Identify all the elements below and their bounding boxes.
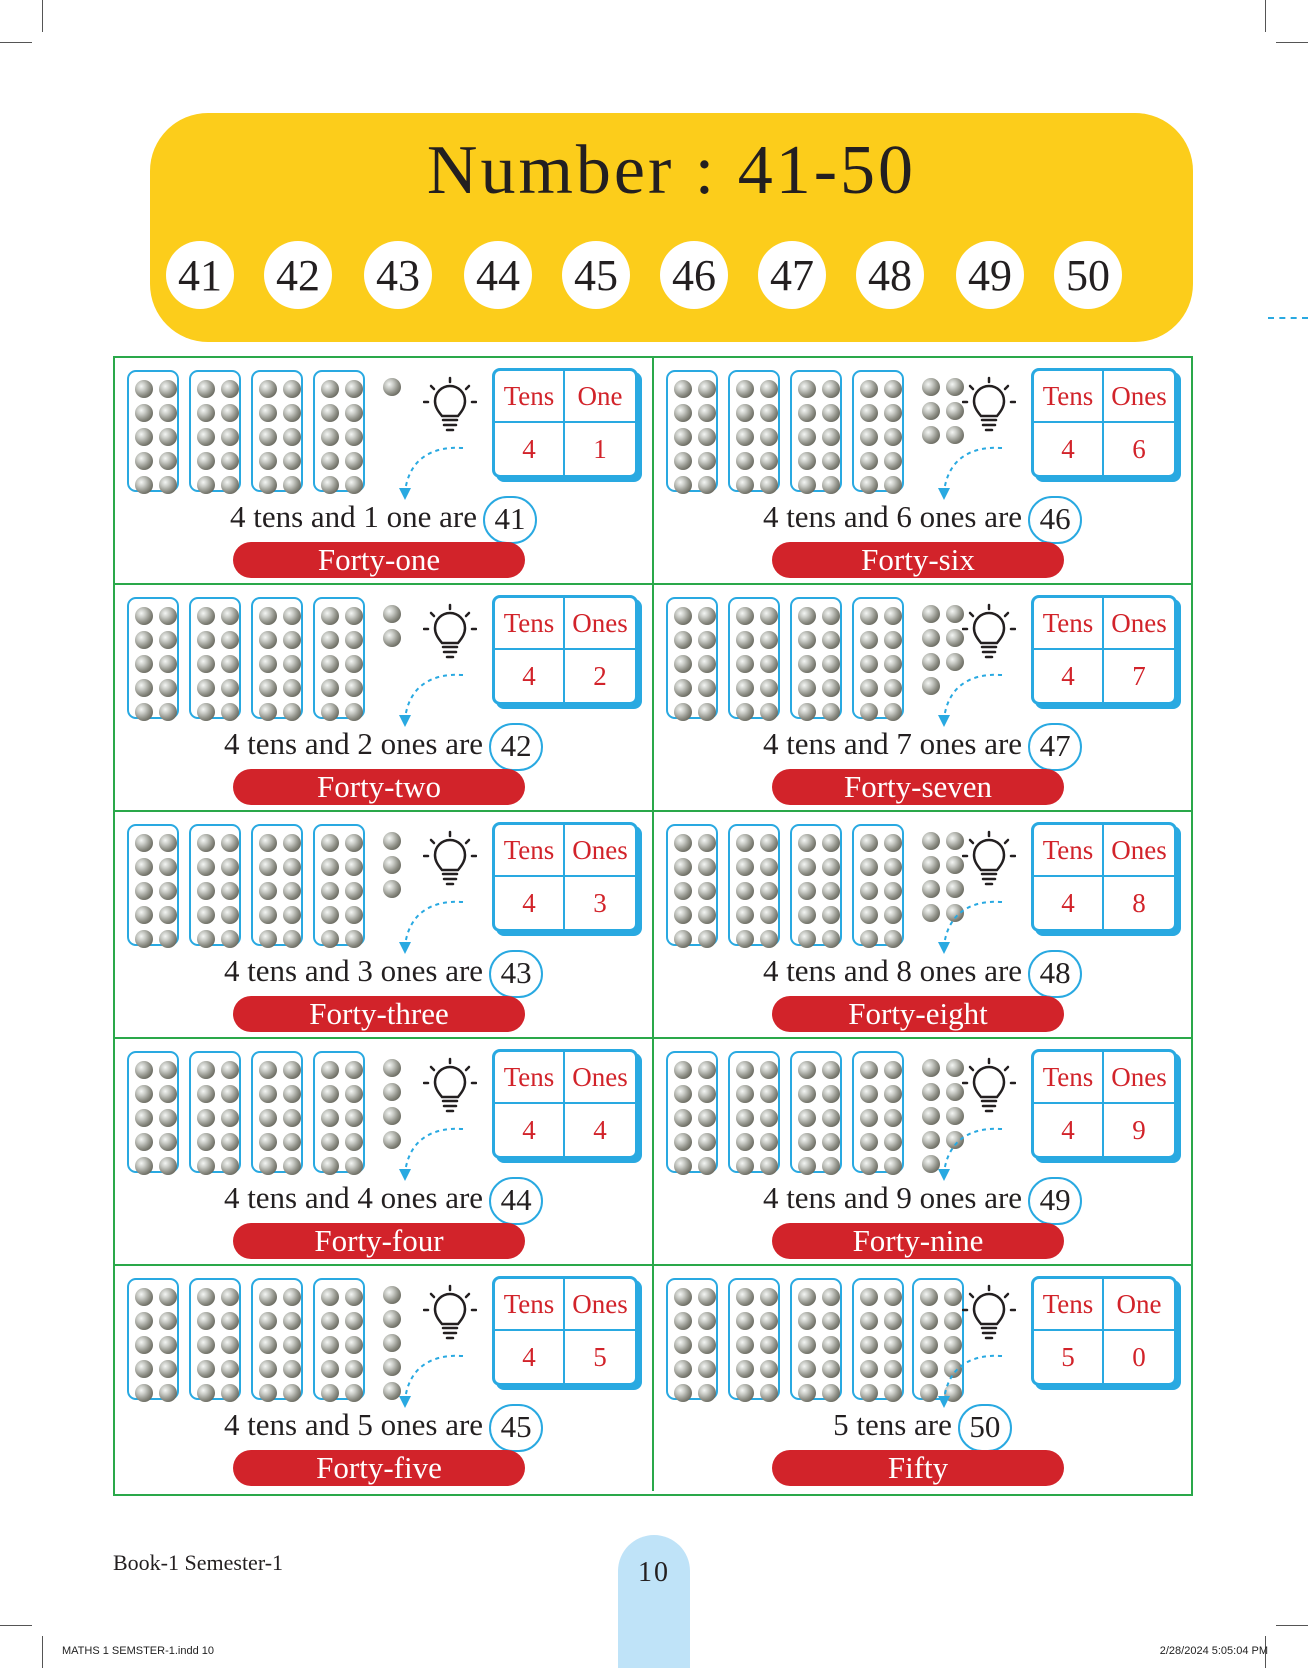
dashed-arrow-icon	[397, 1352, 467, 1412]
page-title: Number : 41-50	[426, 132, 917, 209]
tens-value: 4	[495, 1331, 565, 1383]
tens-value: 4	[1034, 650, 1104, 702]
sentence-text: 4 tens and 5 ones are	[223, 1407, 484, 1443]
number-sentence	[115, 496, 652, 544]
answer-circle: 46	[1028, 496, 1082, 544]
place-value-table	[1031, 368, 1177, 478]
sentence-text: 4 tens and 4 ones are	[223, 1180, 484, 1216]
crop-mark	[0, 42, 32, 43]
number-sentence	[115, 950, 652, 998]
number-name-pill: Forty-seven	[772, 769, 1064, 805]
ten-strip	[189, 370, 241, 492]
lightbulb-icon	[962, 1284, 1016, 1344]
tens-value: 5	[1034, 1331, 1104, 1383]
ones-value: 3	[593, 887, 607, 918]
ones-value: 5	[593, 1341, 607, 1372]
ten-strip	[790, 824, 842, 946]
title-banner	[150, 113, 1193, 342]
number-name-pill: Forty-two	[233, 769, 525, 805]
number-circle: 49	[956, 241, 1024, 309]
book-label: Book-1 Semester-1	[113, 1550, 284, 1575]
place-value-table	[1031, 1049, 1177, 1159]
tens-value: 4	[1034, 877, 1104, 929]
lightbulb-icon	[962, 603, 1016, 663]
one-bead	[922, 832, 940, 850]
tens-value: 4	[1034, 1104, 1104, 1156]
number-sentence	[654, 723, 1191, 771]
ones-value: 9	[1132, 1114, 1146, 1145]
ten-strip	[251, 824, 303, 946]
number-card	[115, 812, 654, 1039]
ten-strip	[852, 824, 904, 946]
ten-strip	[790, 597, 842, 719]
one-bead	[383, 880, 401, 898]
one-bead	[383, 378, 401, 396]
ten-strip	[852, 597, 904, 719]
answer-circle: 42	[489, 723, 543, 771]
number-cards-grid	[113, 356, 1193, 1496]
ten-strip	[666, 1051, 718, 1173]
ones-header: One	[1104, 1279, 1174, 1331]
crop-mark	[1276, 1625, 1308, 1626]
tens-header: Tens	[495, 371, 565, 423]
ones-value: 8	[1132, 887, 1146, 918]
dashed-arrow-icon	[936, 898, 1006, 958]
number-sentence	[115, 1404, 652, 1452]
one-bead	[383, 1286, 401, 1304]
one-bead	[922, 1083, 940, 1101]
one-bead	[922, 426, 940, 444]
sentence-text: 4 tens and 6 ones are	[762, 499, 1023, 535]
ten-strip	[127, 824, 179, 946]
number-card	[654, 812, 1191, 1039]
number-name-pill: Forty-nine	[772, 1223, 1064, 1259]
place-value-table	[492, 1049, 638, 1159]
one-bead	[922, 653, 940, 671]
crop-mark	[1276, 42, 1308, 43]
number-sentence	[115, 1177, 652, 1225]
ten-strip	[728, 1278, 780, 1400]
one-bead	[922, 1059, 940, 1077]
ones-header: Ones	[1104, 371, 1174, 423]
tens-header: Tens	[495, 1052, 565, 1104]
one-bead	[383, 605, 401, 623]
ones-header: Ones	[565, 1279, 635, 1331]
ten-strip	[728, 370, 780, 492]
lightbulb-icon	[423, 830, 477, 890]
ones-value: 4	[593, 1114, 607, 1145]
number-name-pill: Forty-four	[233, 1223, 525, 1259]
ten-strip	[666, 1278, 718, 1400]
number-card	[115, 1266, 654, 1491]
ten-strip	[127, 370, 179, 492]
one-bead	[383, 832, 401, 850]
number-card	[654, 1039, 1191, 1266]
sentence-text: 4 tens and 7 ones are	[762, 726, 1023, 762]
sentence-text: 4 tens and 9 ones are	[762, 1180, 1023, 1216]
answer-circle: 43	[489, 950, 543, 998]
dashed-arrow-icon	[936, 1125, 1006, 1185]
sentence-text: 4 tens and 3 ones are	[223, 953, 484, 989]
ten-strip	[313, 370, 365, 492]
ten-strip	[313, 597, 365, 719]
tens-header: Tens	[495, 1279, 565, 1331]
sentence-text: 4 tens and 1 one are	[229, 499, 478, 535]
ten-strip	[251, 597, 303, 719]
place-value-table	[1031, 1276, 1177, 1386]
place-value-table	[492, 1276, 638, 1386]
sentence-text: 4 tens and 8 ones are	[762, 953, 1023, 989]
page-tab	[618, 1535, 690, 1668]
ten-strip	[313, 1278, 365, 1400]
tens-value: 4	[495, 877, 565, 929]
ten-strip	[251, 370, 303, 492]
crop-mark	[1265, 0, 1266, 32]
ones-header: One	[565, 371, 635, 423]
place-value-table	[492, 595, 638, 705]
number-sentence	[654, 950, 1191, 998]
number-row	[166, 241, 1176, 309]
guide-dash	[1268, 317, 1308, 319]
ten-strip	[313, 1051, 365, 1173]
lightbulb-icon	[423, 603, 477, 663]
tens-header: Tens	[1034, 1052, 1104, 1104]
number-circle: 44	[464, 241, 532, 309]
ten-strip	[313, 824, 365, 946]
ones-value: 0	[1132, 1341, 1146, 1372]
ones-value: 1	[593, 433, 607, 464]
ten-strip	[127, 1051, 179, 1173]
ten-strip	[127, 597, 179, 719]
number-circle: 47	[758, 241, 826, 309]
sentence-text: 5 tens are	[833, 1407, 952, 1443]
ones-value: 6	[1132, 433, 1146, 464]
number-circle: 50	[1054, 241, 1122, 309]
tens-header: Tens	[1034, 825, 1104, 877]
number-name-pill: Forty-one	[233, 542, 525, 578]
one-bead	[383, 856, 401, 874]
number-name-pill: Forty-five	[233, 1450, 525, 1486]
ten-strip	[189, 597, 241, 719]
one-bead	[383, 1334, 401, 1352]
ten-strip	[251, 1051, 303, 1173]
number-sentence	[115, 723, 652, 771]
tens-value: 4	[495, 423, 565, 475]
ten-strip	[189, 1278, 241, 1400]
sentence-text: 4 tens and 2 ones are	[223, 726, 484, 762]
number-sentence	[654, 1177, 1191, 1225]
tens-value: 4	[1034, 423, 1104, 475]
one-bead	[383, 629, 401, 647]
place-value-table	[1031, 822, 1177, 932]
number-circle: 46	[660, 241, 728, 309]
ones-value: 2	[593, 660, 607, 691]
number-card	[115, 585, 654, 812]
dashed-arrow-icon	[936, 444, 1006, 504]
ten-strip	[728, 1051, 780, 1173]
lightbulb-icon	[423, 1057, 477, 1117]
ones-header: Ones	[1104, 1052, 1174, 1104]
tens-header: Tens	[495, 825, 565, 877]
ten-strip	[790, 1278, 842, 1400]
ones-header: Ones	[1104, 825, 1174, 877]
dashed-arrow-icon	[397, 444, 467, 504]
lightbulb-icon	[423, 1284, 477, 1344]
one-bead	[922, 880, 940, 898]
tens-value: 4	[495, 1104, 565, 1156]
one-bead	[383, 1107, 401, 1125]
answer-circle: 45	[489, 1404, 543, 1452]
number-card	[654, 585, 1191, 812]
crop-mark	[42, 1636, 43, 1668]
ones-header: Ones	[565, 1052, 635, 1104]
answer-circle: 44	[489, 1177, 543, 1225]
number-circle: 45	[562, 241, 630, 309]
one-bead	[383, 1310, 401, 1328]
ten-strip	[251, 1278, 303, 1400]
number-name-pill: Fifty	[772, 1450, 1064, 1486]
answer-circle: 41	[483, 496, 537, 544]
one-bead	[922, 1107, 940, 1125]
tens-value: 4	[495, 650, 565, 702]
dashed-arrow-icon	[936, 671, 1006, 731]
lightbulb-icon	[962, 830, 1016, 890]
ones-header: Ones	[565, 598, 635, 650]
tens-header: Tens	[1034, 371, 1104, 423]
file-slug: MATHS 1 SEMSTER-1.indd 10	[62, 1645, 215, 1657]
one-bead	[383, 1083, 401, 1101]
number-card	[115, 358, 654, 585]
number-sentence	[654, 496, 1191, 544]
one-bead	[922, 402, 940, 420]
lightbulb-icon	[962, 1057, 1016, 1117]
tens-header: Tens	[1034, 598, 1104, 650]
tens-header: Tens	[1034, 1279, 1104, 1331]
number-card	[115, 1039, 654, 1266]
place-value-table	[492, 368, 638, 478]
one-bead	[922, 629, 940, 647]
page-number: 10	[638, 1557, 670, 1588]
number-circle: 48	[856, 241, 924, 309]
answer-circle: 50	[958, 1404, 1012, 1452]
lightbulb-icon	[962, 376, 1016, 436]
ten-strip	[127, 1278, 179, 1400]
dashed-arrow-icon	[397, 1125, 467, 1185]
dashed-arrow-icon	[397, 671, 467, 731]
ten-strip	[189, 1051, 241, 1173]
answer-circle: 47	[1028, 723, 1082, 771]
number-circle: 41	[166, 241, 234, 309]
ten-strip	[790, 370, 842, 492]
dashed-arrow-icon	[936, 1352, 1006, 1412]
number-circle: 43	[364, 241, 432, 309]
ten-strip	[666, 370, 718, 492]
ten-strip	[852, 1278, 904, 1400]
place-value-table	[492, 822, 638, 932]
tens-header: Tens	[495, 598, 565, 650]
number-card	[654, 1266, 1191, 1491]
ten-strip	[666, 824, 718, 946]
place-value-table	[1031, 595, 1177, 705]
number-sentence	[654, 1404, 1191, 1452]
number-name-pill: Forty-eight	[772, 996, 1064, 1032]
one-bead	[922, 856, 940, 874]
ten-strip	[852, 1051, 904, 1173]
ten-strip	[790, 1051, 842, 1173]
number-name-pill: Forty-three	[233, 996, 525, 1032]
crop-mark	[42, 0, 43, 32]
one-bead	[383, 1059, 401, 1077]
ones-header: Ones	[565, 825, 635, 877]
ones-header: Ones	[1104, 598, 1174, 650]
number-card	[654, 358, 1191, 585]
dashed-arrow-icon	[397, 898, 467, 958]
ten-strip	[189, 824, 241, 946]
crop-mark	[0, 1625, 32, 1626]
print-timestamp: 2/28/2024 5:05:04 PM	[1159, 1645, 1268, 1657]
lightbulb-icon	[423, 376, 477, 436]
one-bead	[922, 378, 940, 396]
one-bead	[922, 605, 940, 623]
ten-strip	[728, 824, 780, 946]
answer-circle: 49	[1028, 1177, 1082, 1225]
ten-strip	[666, 597, 718, 719]
number-name-pill: Forty-six	[772, 542, 1064, 578]
answer-circle: 48	[1028, 950, 1082, 998]
ten-strip	[728, 597, 780, 719]
ones-value: 7	[1132, 660, 1146, 691]
ten-strip	[852, 370, 904, 492]
number-circle: 42	[264, 241, 332, 309]
